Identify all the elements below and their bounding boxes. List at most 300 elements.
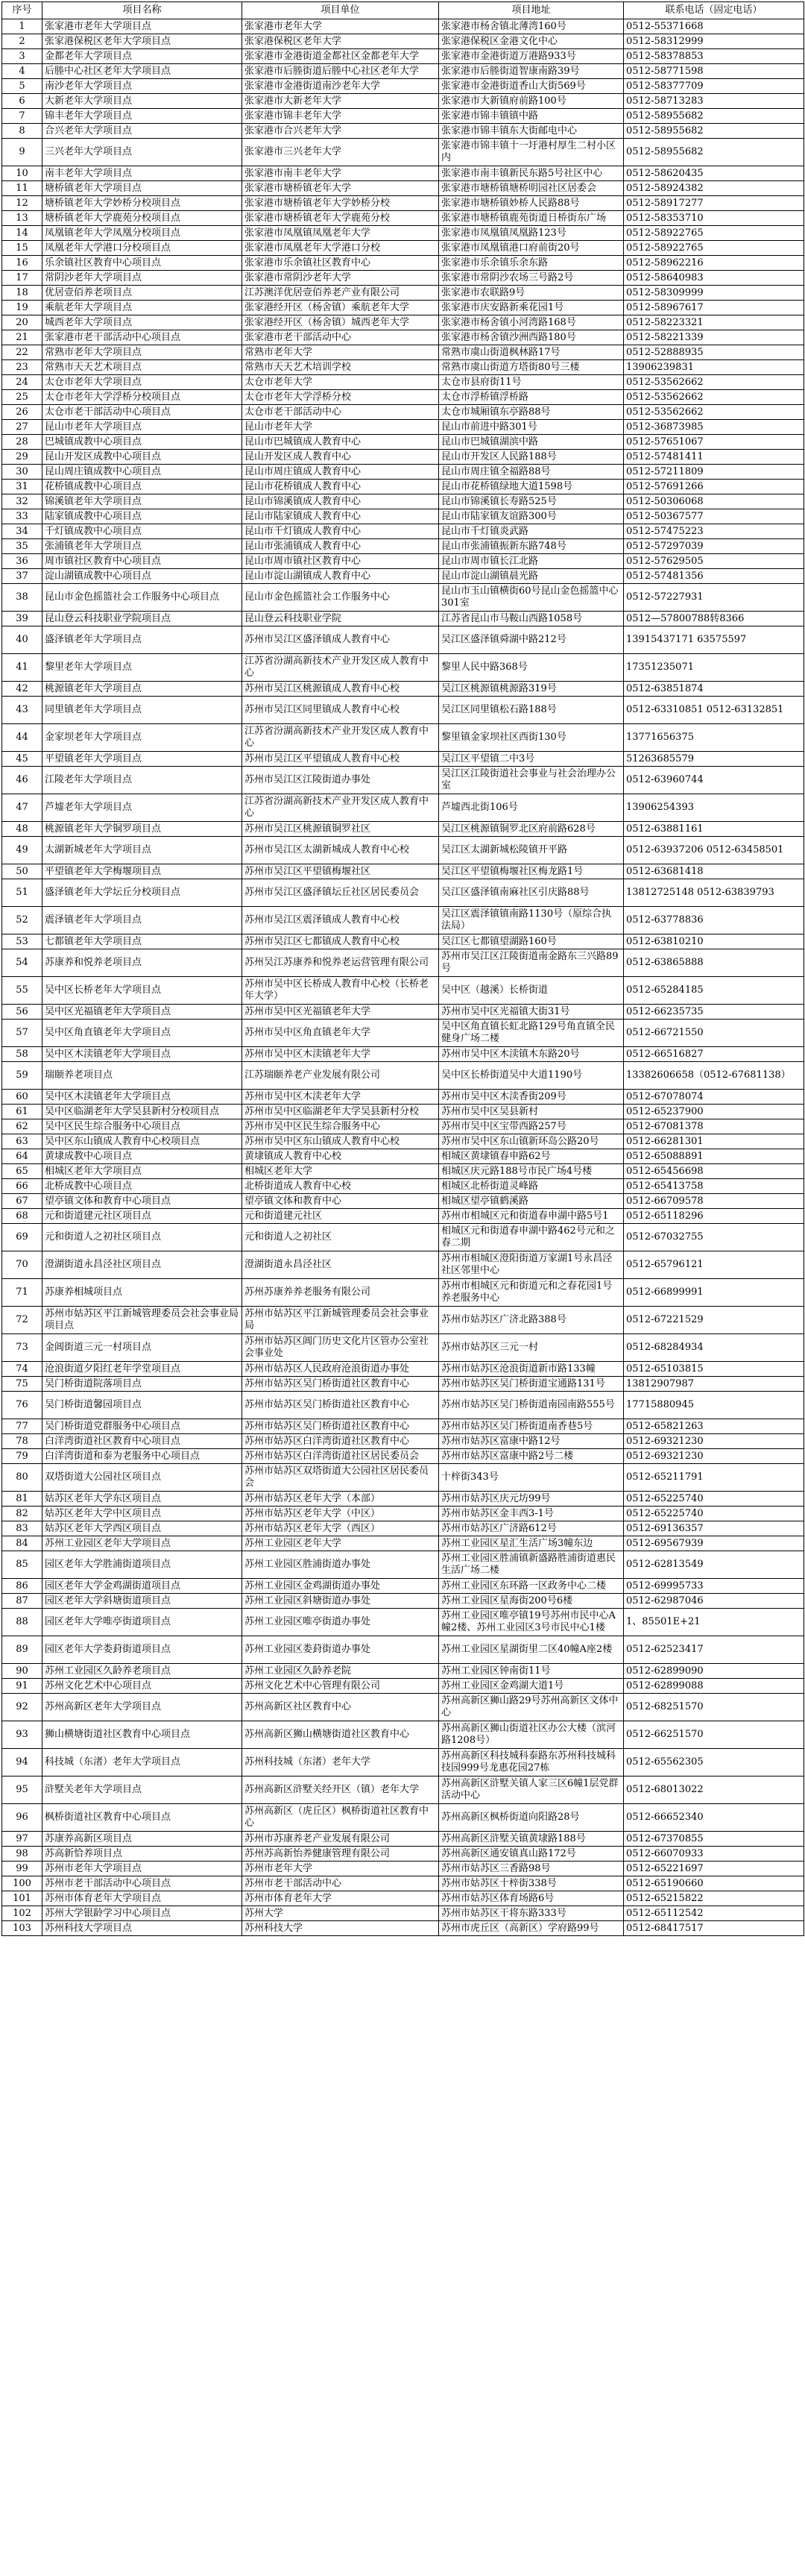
cell-project-name: 苏州市老干部活动中心项目点 [42,1876,242,1891]
cell-phone: 0512-57211809 [624,465,804,480]
cell-phone: 0512-58377709 [624,79,804,94]
cell-project-address: 吴江区桃源镇铜罗北区府前路628号 [439,822,624,837]
table-row [2,934,804,949]
table-row [2,1749,804,1777]
cell-phone: 0512-69136357 [624,1521,804,1536]
table-row [2,1636,804,1664]
cell-project-unit: 苏州市吴江区盛泽镇成人教育中心 [242,626,439,654]
table-row [2,330,804,345]
cell-project-unit: 江苏省汾湖高新技术产业开发区成人教育中心 [242,794,439,822]
cell-project-unit: 张家港市锦丰老年大学 [242,109,439,124]
cell-phone: 13906254393 [624,794,804,822]
cell-project-address: 苏州市姑苏区富康中路12号 [439,1434,624,1449]
header-project-unit: 项目单位 [242,2,439,19]
table-header-row [2,2,804,19]
cell-project-address: 太仓市浮桥镇浮桥路 [439,390,624,405]
cell-index: 80 [2,1464,42,1492]
table-row [2,554,804,569]
cell-project-unit: 苏州市姑苏区吴门桥街道社区教育中心 [242,1419,439,1434]
cell-project-name: 枫桥街道社区教育中心项目点 [42,1804,242,1832]
cell-index: 53 [2,934,42,949]
cell-project-address: 张家港市凤凰镇港口府前街20号 [439,241,624,256]
cell-project-name: 瑞颐养老项目点 [42,1062,242,1090]
cell-project-unit: 苏州市体育老年大学 [242,1891,439,1906]
cell-index: 103 [2,1921,42,1936]
cell-index: 51 [2,879,42,907]
table-row [2,1906,804,1921]
cell-phone: 0512-58353710 [624,211,804,226]
cell-project-address: 苏州市姑苏区三元一村 [439,1334,624,1362]
cell-project-unit: 昆山登云科技职业学院 [242,612,439,626]
cell-project-name: 平望镇老年大学梅堰项目点 [42,864,242,879]
cell-project-unit: 苏州市老干部活动中心 [242,1876,439,1891]
cell-project-unit: 昆山市花桥镇成人教育中心 [242,480,439,494]
cell-phone: 0512-65562305 [624,1749,804,1777]
cell-project-address: 吴中区长桥街道吴中大道1190号 [439,1062,624,1090]
cell-phone: 0512-62523417 [624,1636,804,1664]
cell-phone: 0512-67081378 [624,1119,804,1134]
cell-project-address: 苏州工业园区钟南街11号 [439,1664,624,1679]
cell-project-unit: 常熟市天天艺术培训学校 [242,360,439,375]
cell-index: 62 [2,1119,42,1134]
cell-project-name: 合兴老年大学项目点 [42,124,242,139]
cell-index: 79 [2,1449,42,1464]
cell-project-unit: 苏州市吴中区临湖老年大学吴县新村分校 [242,1105,439,1119]
cell-phone: 13812725148 0512-63839793 [624,879,804,907]
cell-project-unit: 苏州市吴中区民生综合服务中心 [242,1119,439,1134]
cell-index: 89 [2,1636,42,1664]
cell-project-name: 塘桥镇老年大学项目点 [42,181,242,196]
cell-phone: 17351235071 [624,654,804,682]
cell-project-name: 苏州工业园区久龄养老项目点 [42,1664,242,1679]
cell-project-unit: 苏州工业园区唯亭街道办事处 [242,1609,439,1636]
table-row [2,1419,804,1434]
cell-index: 100 [2,1876,42,1891]
cell-index: 3 [2,49,42,64]
cell-project-name: 吴中区临湖老年大学吴县新村分校项目点 [42,1105,242,1119]
cell-index: 1 [2,19,42,34]
cell-project-address: 张家港市锦丰镇十一圩港村厚生二村小区内 [439,139,624,166]
cell-project-name: 苏康养相城项目点 [42,1279,242,1307]
cell-project-address: 张家港市杨舍镇小河湾路168号 [439,315,624,330]
table-row [2,64,804,79]
cell-project-address: 张家港市常阴沙农场三号路2号 [439,271,624,286]
cell-index: 71 [2,1279,42,1307]
cell-project-name: 巴城镇成教中心项目点 [42,435,242,450]
cell-index: 12 [2,196,42,211]
table-row [2,837,804,864]
cell-phone: 0512-65118296 [624,1209,804,1224]
table-row [2,1377,804,1392]
cell-project-name: 姑苏区老年大学西区项目点 [42,1521,242,1536]
cell-project-address: 常熟市虞山街道枫林路17号 [439,345,624,360]
cell-index: 40 [2,626,42,654]
cell-project-address: 张家港市杨舍镇沙洲西路180号 [439,330,624,345]
table-row [2,1521,804,1536]
cell-phone: 0512-62899088 [624,1679,804,1694]
cell-project-unit: 苏州高新区狮山横塘街道社区教育中心 [242,1721,439,1749]
cell-phone: 0512-63865888 [624,949,804,977]
table-row [2,79,804,94]
cell-phone: 13906239831 [624,360,804,375]
cell-index: 74 [2,1362,42,1377]
table-row [2,34,804,49]
table-row [2,1209,804,1224]
cell-project-name: 南丰老年大学项目点 [42,166,242,181]
cell-project-unit: 北桥街道成人教育中心校 [242,1179,439,1194]
cell-index: 35 [2,539,42,554]
cell-index: 10 [2,166,42,181]
table-row [2,1020,804,1047]
cell-phone: 0512-58378853 [624,49,804,64]
cell-index: 19 [2,301,42,315]
cell-project-name: 白洋湾街道和泰为老服务中心项目点 [42,1449,242,1464]
cell-phone: 0512-58922765 [624,226,804,241]
cell-project-address: 苏州市姑苏区吴门桥街道南香巷5号 [439,1419,624,1434]
cell-phone: 0512-62813549 [624,1551,804,1579]
cell-project-unit: 苏州市吴江区平望镇成人教育中心校 [242,752,439,767]
cell-phone: 0512-50306068 [624,494,804,509]
cell-project-unit: 元和街道人之初社区 [242,1224,439,1251]
cell-project-name: 苏州文化艺术中心项目点 [42,1679,242,1694]
cell-phone: 0512-58922765 [624,241,804,256]
cell-index: 16 [2,256,42,271]
cell-phone: 0512-69321230 [624,1434,804,1449]
cell-phone: 0512-65103815 [624,1362,804,1377]
cell-index: 76 [2,1392,42,1419]
cell-phone: 0512-65284185 [624,977,804,1005]
cell-project-name: 苏州工业园区老年大学项目点 [42,1536,242,1551]
cell-phone: 13382606658（0512-67681138） [624,1062,804,1090]
table-row [2,697,804,724]
table-row [2,682,804,697]
cell-project-unit: 苏州工业园区胜浦街道办事处 [242,1551,439,1579]
cell-phone: 0512-66251570 [624,1721,804,1749]
cell-index: 85 [2,1551,42,1579]
cell-project-address: 张家港市杨舍镇北薄湾160号 [439,19,624,34]
cell-phone: 0512-68251570 [624,1694,804,1721]
cell-project-name: 常熟市老年大学项目点 [42,345,242,360]
cell-index: 42 [2,682,42,697]
cell-project-address: 十梓街343号 [439,1464,624,1492]
cell-index: 18 [2,286,42,301]
cell-project-unit: 元和街道建元社区 [242,1209,439,1224]
cell-project-name: 昆山市金色摇篮社会工作服务中心项目点 [42,584,242,612]
cell-project-name: 周市镇社区教育中心项目点 [42,554,242,569]
cell-project-name: 吴中区木渎镇老年大学项目点 [42,1047,242,1062]
cell-project-address: 昆山市花桥镇绿地大道1598号 [439,480,624,494]
cell-project-name: 黄埭成教中心项目点 [42,1149,242,1164]
cell-index: 48 [2,822,42,837]
cell-project-name: 乘航老年大学项目点 [42,301,242,315]
cell-project-unit: 苏州市苏康养老产业发展有限公司 [242,1832,439,1847]
cell-index: 82 [2,1507,42,1521]
table-row [2,584,804,612]
cell-project-address: 吴江区平望镇梅堰社区梅龙路1号 [439,864,624,879]
cell-phone: 0512-57481411 [624,450,804,465]
cell-project-address: 苏州市吴中区宝带西路257号 [439,1119,624,1134]
cell-project-address: 吴江区同里镇松石路188号 [439,697,624,724]
cell-project-unit: 苏州市姑苏区老年大学（中区） [242,1507,439,1521]
cell-phone: 0512-65190660 [624,1876,804,1891]
cell-phone: 0512-58962216 [624,256,804,271]
cell-project-unit: 太仓市老年大学浮桥分校 [242,390,439,405]
cell-index: 90 [2,1664,42,1679]
cell-index: 24 [2,375,42,390]
cell-project-unit: 江苏瑞颐养老产业发展有限公司 [242,1062,439,1090]
cell-project-address: 张家港市乐余镇乐余东路 [439,256,624,271]
cell-project-name: 盛泽镇老年大学坛丘分校项目点 [42,879,242,907]
cell-phone: 0512-63851874 [624,682,804,697]
cell-project-unit: 昆山市周庄镇成人教育中心 [242,465,439,480]
cell-project-name: 太仓市老年大学项目点 [42,375,242,390]
table-row [2,301,804,315]
table-row [2,879,804,907]
cell-project-unit: 昆山市周市镇社区教育中心 [242,554,439,569]
cell-project-name: 苏州市姑苏区平江新城管理委员会社会事业局项目点 [42,1307,242,1334]
cell-project-unit: 昆山市淀山湖镇成人教育中心 [242,569,439,584]
cell-phone: 0512-58924382 [624,181,804,196]
cell-project-address: 苏州市吴中区光福镇大街31号 [439,1005,624,1020]
cell-project-name: 张家港市老年大学项目点 [42,19,242,34]
header-project-name: 项目名称 [42,2,242,19]
cell-project-unit: 昆山市千灯镇成人教育中心 [242,524,439,539]
cell-project-address: 吴江区七都镇望湖路160号 [439,934,624,949]
cell-project-unit: 张家港经开区（杨舍镇）乘航老年大学 [242,301,439,315]
table-row [2,124,804,139]
cell-project-unit: 张家港市凤凰镇凤凰老年大学 [242,226,439,241]
cell-index: 75 [2,1377,42,1392]
cell-phone: 0512-66235735 [624,1005,804,1020]
table-row [2,724,804,752]
table-row [2,465,804,480]
cell-index: 36 [2,554,42,569]
cell-project-name: 张家港保税区老年大学项目点 [42,34,242,49]
table-row [2,19,804,34]
cell-index: 55 [2,977,42,1005]
cell-project-name: 锦丰老年大学项目点 [42,109,242,124]
cell-index: 38 [2,584,42,612]
cell-project-name: 园区老年大学娄葑街道项目点 [42,1636,242,1664]
cell-phone: 0512-66281301 [624,1134,804,1149]
cell-project-unit: 苏州市姑苏区双塔街道大公园社区居民委员会 [242,1464,439,1492]
cell-index: 67 [2,1194,42,1209]
cell-project-name: 同里镇老年大学项目点 [42,697,242,724]
cell-project-name: 苏州科技大学项目点 [42,1921,242,1936]
cell-project-name: 凤凰老年大学港口分校项目点 [42,241,242,256]
cell-project-address: 张家港市大新镇府前路100号 [439,94,624,109]
cell-project-unit: 黄埭镇成人教育中心校 [242,1149,439,1164]
table-row [2,612,804,626]
cell-phone: 0512-65215822 [624,1891,804,1906]
cell-project-name: 千灯镇成教中心项目点 [42,524,242,539]
cell-project-unit: 昆山市陆家镇成人教育中心 [242,509,439,524]
cell-project-address: 苏州市姑苏区吴门桥街道南园南路555号 [439,1392,624,1419]
cell-project-unit: 苏州大学 [242,1906,439,1921]
cell-project-name: 吴中区角直镇老年大学项目点 [42,1020,242,1047]
table-row [2,822,804,837]
cell-project-address: 昆山市巴城镇湖滨中路 [439,435,624,450]
cell-project-unit: 张家港保税区老年大学 [242,34,439,49]
cell-project-name: 北桥成教中心项目点 [42,1179,242,1194]
table-row [2,49,804,64]
cell-project-unit: 昆山市老年大学 [242,420,439,435]
cell-phone: 0512-65456698 [624,1164,804,1179]
cell-project-unit: 苏州市吴江区盛泽镇坛丘社区居民委员会 [242,879,439,907]
cell-project-address: 苏州高新区浒墅关镇人家三区6幢1层党群活动中心 [439,1777,624,1804]
cell-index: 31 [2,480,42,494]
cell-project-unit: 昆山开发区成人教育中心 [242,450,439,465]
cell-project-name: 吴门桥街道院落项目点 [42,1377,242,1392]
cell-project-unit: 苏州高新区浒墅关经开区（镇）老年大学 [242,1777,439,1804]
table-row [2,375,804,390]
cell-project-address: 相城区望亭镇鹤溪路 [439,1194,624,1209]
cell-index: 23 [2,360,42,375]
cell-project-address: 苏州工业园区胜浦镇新盛路胜浦街道惠民生活广场二楼 [439,1551,624,1579]
cell-phone: 0512-57475223 [624,524,804,539]
cell-project-unit: 苏州市吴江区桃源镇铜罗社区 [242,822,439,837]
cell-phone: 0512-53562662 [624,375,804,390]
table-row [2,1862,804,1876]
cell-project-name: 苏州大学银龄学习中心项目点 [42,1906,242,1921]
cell-project-address: 苏州市相城区澄阳街道万家湖1号永昌泾社区邻里中心 [439,1251,624,1279]
cell-project-address: 苏州高新区枫桥街道向阳路28号 [439,1804,624,1832]
cell-project-name: 淀山湖镇成教中心项目点 [42,569,242,584]
cell-project-name: 园区老年大学斜塘街道项目点 [42,1594,242,1609]
cell-phone: 0512-66709578 [624,1194,804,1209]
cell-project-name: 花桥镇成教中心项目点 [42,480,242,494]
table-row [2,1876,804,1891]
cell-project-name: 昆山市老年大学项目点 [42,420,242,435]
cell-project-unit: 望亭镇文体和教育中心 [242,1194,439,1209]
table-row [2,654,804,682]
cell-project-name: 澄湖街道永昌泾社区项目点 [42,1251,242,1279]
cell-project-address: 苏州市虎丘区（高新区）学府路99号 [439,1921,624,1936]
cell-project-address: 苏州市吴中区吴县新村 [439,1105,624,1119]
table-row [2,1694,804,1721]
cell-index: 5 [2,79,42,94]
cell-project-unit: 苏州市姑苏区人民政府沧浪街道办事处 [242,1362,439,1377]
cell-phone: 0512-63681418 [624,864,804,879]
cell-project-name: 苏康养和悦养老项目点 [42,949,242,977]
cell-phone: 0512-50367577 [624,509,804,524]
cell-project-name: 吴中区光福镇老年大学项目点 [42,1005,242,1020]
cell-phone: 0512-63810210 [624,934,804,949]
table-row [2,450,804,465]
table-row [2,1307,804,1334]
cell-index: 41 [2,654,42,682]
cell-project-name: 园区老年大学唯亭街道项目点 [42,1609,242,1636]
table-row [2,1679,804,1694]
cell-project-address: 昆山市周市镇长江北路 [439,554,624,569]
cell-index: 69 [2,1224,42,1251]
cell-project-unit: 张家港市塘桥镇老年大学妙桥分校 [242,196,439,211]
table-row [2,1847,804,1862]
cell-phone: 0512-65413758 [624,1179,804,1194]
cell-project-unit: 张家港市金港街道南沙老年大学 [242,79,439,94]
cell-project-address: 张家港保税区金港文化中心 [439,34,624,49]
cell-phone: 0512-58312999 [624,34,804,49]
cell-phone: 0512-58771598 [624,64,804,79]
cell-project-name: 姑苏区老年大学东区项目点 [42,1492,242,1507]
table-row [2,1105,804,1119]
cell-project-address: 昆山市千灯镇炎武路 [439,524,624,539]
table-row [2,907,804,934]
cell-phone: 1、85501E+21 [624,1609,804,1636]
table-row [2,1179,804,1194]
cell-project-address: 张家港市金港街道香山大街569号 [439,79,624,94]
cell-index: 13 [2,211,42,226]
cell-project-address: 张家港市金港街道万港路933号 [439,49,624,64]
table-row [2,420,804,435]
cell-project-unit: 相城区老年大学 [242,1164,439,1179]
cell-phone: 0512-63937206 0512-63458501 [624,837,804,864]
cell-project-address: 苏州市姑苏区体育场路6号 [439,1891,624,1906]
cell-project-address: 苏州市姑苏区庆元坊99号 [439,1492,624,1507]
cell-project-address: 相城区黄埭镇春申路62号 [439,1149,624,1164]
cell-phone: 0512-58620435 [624,166,804,181]
cell-project-name: 塘桥镇老年大学鹿苑分校项目点 [42,211,242,226]
cell-project-address: 相城区庆元路188号市民广场4号楼 [439,1164,624,1179]
cell-index: 72 [2,1307,42,1334]
cell-project-unit: 江苏省汾湖高新技术产业开发区成人教育中心 [242,724,439,752]
cell-phone: 0512-65211791 [624,1464,804,1492]
table-row [2,1047,804,1062]
cell-project-unit: 苏州苏康养养老服务有限公司 [242,1279,439,1307]
cell-project-name: 元和街道建元社区项目点 [42,1209,242,1224]
cell-project-name: 太仓市老干部活动中心项目点 [42,405,242,420]
cell-phone: 0512-57227931 [624,584,804,612]
table-body [2,19,804,1936]
table-row [2,286,804,301]
cell-project-unit: 张家港市凤凰老年大学港口分校 [242,241,439,256]
cell-index: 6 [2,94,42,109]
cell-phone: 0512-57651067 [624,435,804,450]
cell-index: 50 [2,864,42,879]
cell-index: 37 [2,569,42,584]
cell-phone: 0512-58221339 [624,330,804,345]
cell-index: 97 [2,1832,42,1847]
cell-project-unit: 苏州市姑苏区老年大学（西区） [242,1521,439,1536]
cell-index: 2 [2,34,42,49]
cell-project-name: 塘桥镇老年大学妙桥分校项目点 [42,196,242,211]
cell-project-address: 张家港市后塍街道智康南路39号 [439,64,624,79]
cell-project-name: 园区老年大学胜浦街道项目点 [42,1551,242,1579]
cell-phone: 0512-68013022 [624,1777,804,1804]
table-row [2,1551,804,1579]
cell-project-name: 苏康养高新区项目点 [42,1832,242,1847]
cell-project-name: 昆山周庄镇成教中心项目点 [42,465,242,480]
cell-index: 87 [2,1594,42,1609]
cell-index: 59 [2,1062,42,1090]
cell-index: 54 [2,949,42,977]
cell-index: 68 [2,1209,42,1224]
cell-project-unit: 苏州市吴江区七都镇成人教育中心校 [242,934,439,949]
table-row [2,1334,804,1362]
cell-project-address: 苏州市姑苏区三香路98号 [439,1862,624,1876]
cell-project-address: 张家港市农联路9号 [439,286,624,301]
cell-project-name: 张家港市老干部活动中心项目点 [42,330,242,345]
cell-project-unit: 苏州市吴中区东山镇成人教育中心校 [242,1134,439,1149]
cell-project-address: 苏州高新区科技城科泰路东苏州科技城科技园999号龙惠花园27栋 [439,1749,624,1777]
cell-phone: 0512-57691266 [624,480,804,494]
cell-project-address: 张家港市凤凰镇凤凰路123号 [439,226,624,241]
cell-project-unit: 张家港市金港街道金都社区金都老年大学 [242,49,439,64]
cell-project-name: 吴门桥街道党群服务中心项目点 [42,1419,242,1434]
cell-project-name: 园区老年大学金鸡湖街道项目点 [42,1579,242,1594]
cell-project-unit: 昆山市金色摇篮社会工作服务中心 [242,584,439,612]
cell-project-address: 吴江区桃源镇桃源路319号 [439,682,624,697]
